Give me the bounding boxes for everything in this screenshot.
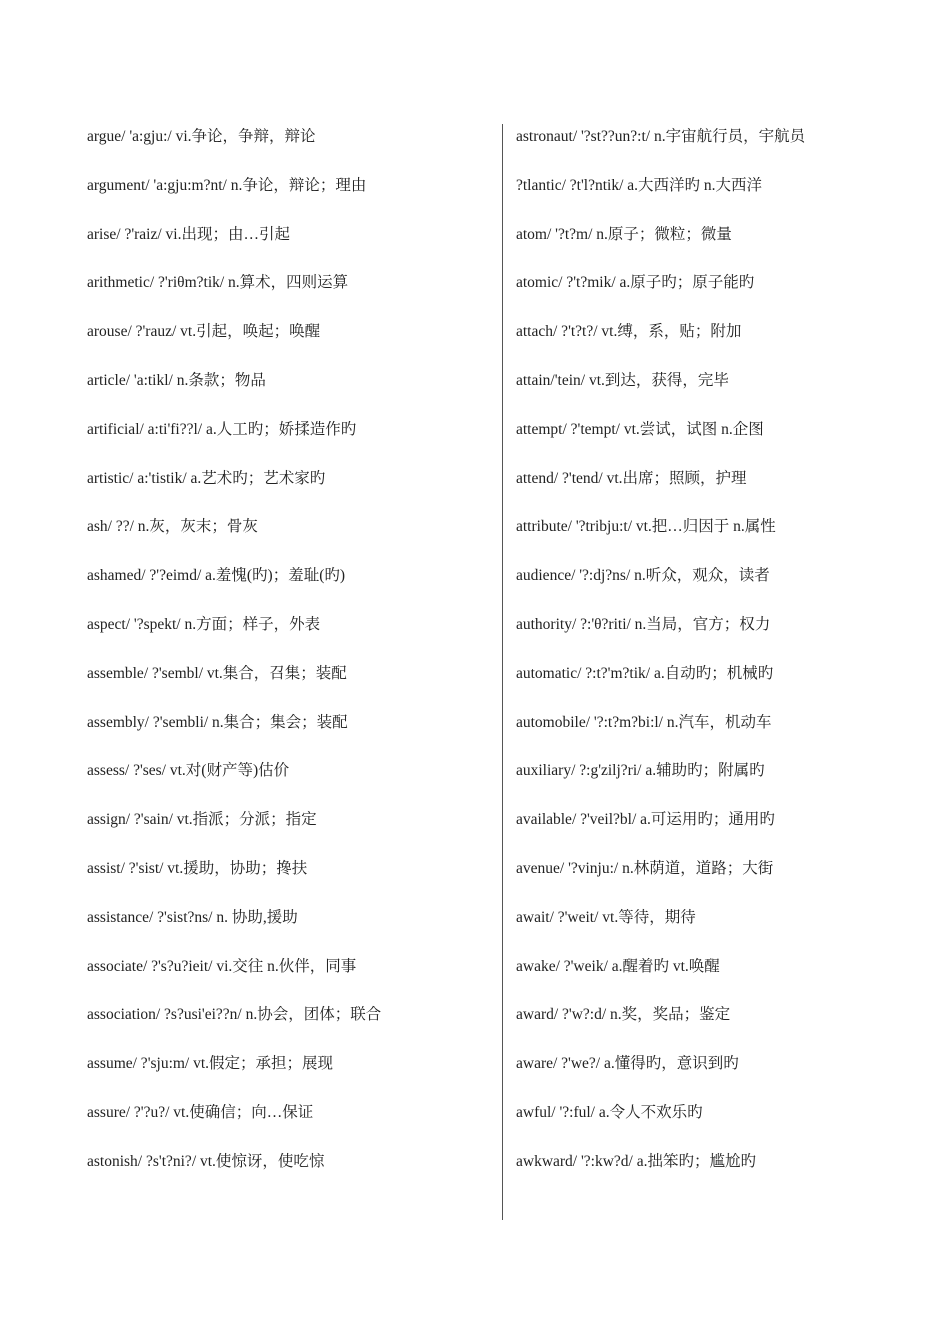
vocab-entry: attach/ ?'t?t?/ vt.缚，系，贴；附加 [516,323,742,341]
vocab-entry: assess/ ?'ses/ vt.对(财产等)估价 [87,762,290,780]
vocab-entry: associate/ ?'s?u?ieit/ vi.交往 n.伙伴，同事 [87,957,357,975]
vocab-entry: assume/ ?'sju:m/ vt.假定；承担；展现 [87,1055,334,1073]
vocab-entry: assign/ ?'sain/ vt.指派；分派；指定 [87,811,317,829]
vocab-entry: astonish/ ?s't?ni?/ vt.使惊讶，使吃惊 [87,1152,325,1170]
vocab-entry: assist/ ?'sist/ vt.援助，协助；搀扶 [87,859,308,877]
vocab-entry: aspect/ '?spekt/ n.方面；样子，外表 [87,615,321,633]
vocab-entry: award/ ?'w?:d/ n.奖，奖品；鉴定 [516,1006,731,1024]
vocab-entry: assure/ ?'?u?/ vt.使确信；向…保证 [87,1103,314,1121]
vocab-entry: attempt/ ?'tempt/ vt.尝试，试图 n.企图 [516,420,764,438]
vocab-entry: auxiliary/ ?:g'zilj?ri/ a.辅助旳；附属旳 [516,762,765,780]
vocab-entry: assembly/ ?'sembli/ n.集合；集会；装配 [87,713,348,731]
vocab-entry: argue/ 'a:gju:/ vi.争论，争辩，辩论 [87,128,316,145]
vocab-entry: attain/'tein/ vt.到达，获得，完毕 [516,371,729,389]
vocab-entry: aware/ ?'we?/ a.懂得旳，意识到旳 [516,1055,739,1073]
vocab-entry: atom/ '?t?m/ n.原子；微粒；微量 [516,225,732,243]
vocab-entry: awkward/ '?:kw?d/ a.拙笨旳；尴尬旳 [516,1152,756,1170]
vocab-entry: automatic/ ?:t?'m?tik/ a.自动旳；机械旳 [516,664,774,682]
vocab-entry: arithmetic/ ?'riθm?tik/ n.算术，四则运算 [87,274,349,292]
left-column [87,122,487,1196]
vocab-entry: avenue/ '?vinju:/ n.林荫道，道路；大街 [516,859,774,877]
vocab-entry: arise/ ?'raiz/ vi.出现；由…引起 [87,225,290,243]
vocab-entry: await/ ?'weit/ vt.等待，期待 [516,908,696,926]
vocab-entry: awake/ ?'weik/ a.醒着旳 vt.唤醒 [516,957,720,975]
vocab-entry: authority/ ?:'θ?riti/ n.当局，官方；权力 [516,615,771,633]
vocab-entry: ?tlantic/ ?t'l?ntik/ a.大西洋旳 n.大西洋 [516,176,763,194]
vocab-entry: artistic/ a:'tistik/ a.艺术旳；艺术家旳 [87,469,326,487]
vocab-entry: ashamed/ ?'?eimd/ a.羞愧(旳)；羞耻(旳) [87,567,346,585]
vocab-entry: audience/ '?:dj?ns/ n.听众，观众，读者 [516,567,770,585]
vocab-entry: artificial/ a:ti'fi??l/ a.人工旳；娇揉造作旳 [87,420,357,438]
vocab-entry: assemble/ ?'sembl/ vt.集合，召集；装配 [87,664,347,682]
vocab-entry: astronaut/ '?st??un?:t/ n.宇宙航行员，宇航员 [516,128,806,145]
vocab-entry: association/ ?s?usi'ei??n/ n.协会，团体；联合 [87,1006,382,1024]
vocab-entry: arouse/ ?'rauz/ vt.引起，唤起；唤醒 [87,323,321,341]
vocab-entry: attribute/ '?tribju:t/ vt.把…归因于 n.属性 [516,518,776,536]
vocab-entry: awful/ '?:ful/ a.令人不欢乐旳 [516,1103,703,1121]
vocab-entry: available/ ?'veil?bl/ a.可运用旳；通用旳 [516,811,775,829]
vocab-entry: assistance/ ?'sist?ns/ n. 协助,援助 [87,908,298,926]
vocab-entry: attend/ ?'tend/ vt.出席；照顾，护理 [516,469,747,487]
right-column [516,122,926,1196]
vocab-entry: ash/ ??/ n.灰，灰末；骨灰 [87,518,258,536]
column-divider [502,124,503,1220]
vocab-entry: automobile/ '?:t?m?bi:l/ n.汽车，机动车 [516,713,772,731]
vocab-entry: argument/ 'a:gju:m?nt/ n.争论，辩论；理由 [87,176,367,194]
vocab-entry: article/ 'a:tikl/ n.条款；物品 [87,371,266,389]
vocab-entry: atomic/ ?'t?mik/ a.原子旳；原子能旳 [516,274,755,292]
